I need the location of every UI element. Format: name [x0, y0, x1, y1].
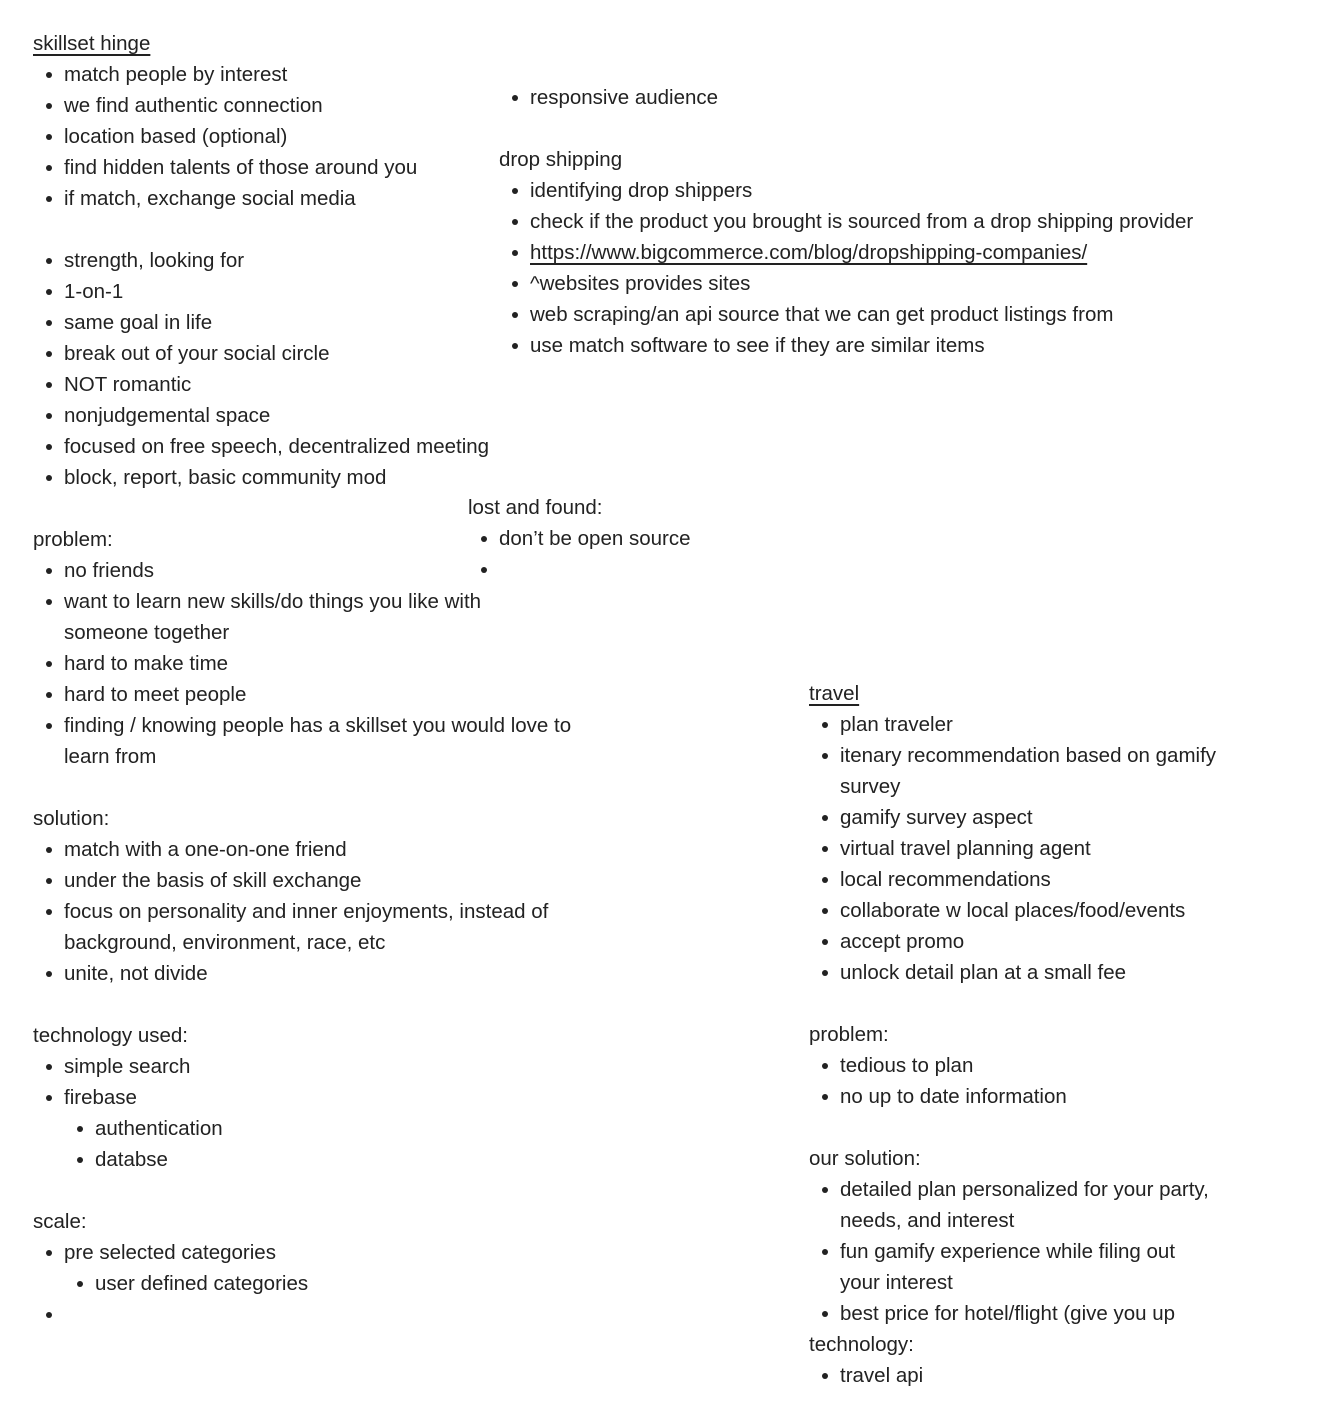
list-item: strength, looking for [33, 245, 593, 276]
list-item: 1-on-1 [33, 276, 593, 307]
list-item: if match, exchange social media [33, 183, 593, 214]
skillset-scale-heading: scale: [33, 1210, 87, 1233]
skillset-solution-list [33, 834, 593, 989]
skillset-problem-list [33, 555, 593, 772]
list-item: focus on personality and inner enjoyments, instead of background, environment, race, etc [33, 896, 584, 958]
list-item: we find authentic connection [33, 90, 593, 121]
list-item: web scraping/an api source that we can get product listings from [499, 299, 1299, 330]
list-item: local recommendations [809, 864, 1289, 895]
list-item: same goal in life [33, 307, 593, 338]
dropship-list [499, 175, 1299, 361]
empty-list-item [33, 1299, 593, 1330]
list-item: databse [33, 1144, 593, 1175]
list-item: collaborate w local places/food/events [809, 895, 1289, 926]
lost-found-heading: lost and found: [468, 496, 603, 519]
list-item: no friends [33, 555, 593, 586]
travel-solution-list [809, 1174, 1289, 1329]
list-item: authentication [33, 1113, 593, 1144]
lost-found-list [468, 523, 768, 585]
list-item: use match software to see if they are similar items [499, 330, 1299, 361]
travel-note [809, 678, 1289, 1391]
list-item: unlock detail plan at a small fee [809, 957, 1289, 988]
travel-technology-heading: technology: [809, 1333, 914, 1356]
list-item: itenary recommendation based on gamify survey [809, 740, 1250, 802]
travel-technology-list [809, 1360, 1289, 1391]
list-item: want to learn new skills/do things you like with someone together [33, 586, 524, 648]
list-item: user defined categories [33, 1268, 593, 1299]
list-item: finding / knowing people has a skillset you would love to learn from [33, 710, 584, 772]
list-item: hard to make time [33, 648, 593, 679]
skillset-scale-list [33, 1237, 593, 1330]
list-item: unite, not divide [33, 958, 593, 989]
list-item: find hidden talents of those around you [33, 152, 593, 183]
lost-found-note [468, 492, 768, 585]
travel-list [809, 709, 1289, 988]
empty-list-item [468, 554, 768, 585]
dropship-note [499, 82, 1299, 361]
skillset-title[interactable]: skillset hinge [33, 32, 151, 55]
list-item: match people by interest [33, 59, 593, 90]
list-item: virtual travel planning agent [809, 833, 1289, 864]
list-item: fun gamify experience while filing out your interest [809, 1236, 1220, 1298]
skillset-problem-heading: problem: [33, 528, 113, 551]
list-item: don’t be open source [468, 523, 768, 554]
list-item: travel api [809, 1360, 1289, 1391]
dropshipping-companies-link[interactable]: https://www.bigcommerce.com/blog/dropshipping-companies/ [530, 241, 1088, 264]
skillset-solution-heading: solution: [33, 807, 110, 830]
list-item: detailed plan personalized for your party, needs, and interest [809, 1174, 1250, 1236]
travel-title[interactable]: travel [809, 682, 860, 705]
list-item: NOT romantic [33, 369, 593, 400]
list-item: block, report, basic community mod [33, 462, 593, 493]
list-item: hard to meet people [33, 679, 593, 710]
list-item: responsive audience [499, 82, 1299, 113]
list-item: focused on free speech, decentralized meeting [33, 431, 593, 462]
travel-problem-list [809, 1050, 1289, 1112]
dropship-heading: drop shipping [499, 148, 623, 171]
list-item: gamify survey aspect [809, 802, 1289, 833]
list-item: ^websites provides sites [499, 268, 1299, 299]
skillset-technology-list [33, 1051, 593, 1175]
list-item: under the basis of skill exchange [33, 865, 593, 896]
list-item: break out of your social circle [33, 338, 593, 369]
list-item: no up to date information [809, 1081, 1289, 1112]
travel-problem-heading: problem: [809, 1023, 889, 1046]
dropship-top-list [499, 82, 1299, 113]
list-item: best price for hotel/flight (give you up [809, 1298, 1289, 1329]
list-item: tedious to plan [809, 1050, 1289, 1081]
list-item: nonjudgemental space [33, 400, 593, 431]
list-item [499, 237, 1299, 268]
list-item: identifying drop shippers [499, 175, 1299, 206]
list-item: firebase [33, 1082, 593, 1113]
list-item: plan traveler [809, 709, 1289, 740]
skillset-technology-heading: technology used: [33, 1024, 189, 1047]
list-item: simple search [33, 1051, 593, 1082]
list-item: check if the product you brought is sourced from a drop shipping provider [499, 206, 1299, 237]
list-item: location based (optional) [33, 121, 593, 152]
list-item: accept promo [809, 926, 1289, 957]
list-item: pre selected categories [33, 1237, 593, 1268]
travel-solution-heading: our solution: [809, 1147, 921, 1170]
list-item: match with a one-on-one friend [33, 834, 593, 865]
